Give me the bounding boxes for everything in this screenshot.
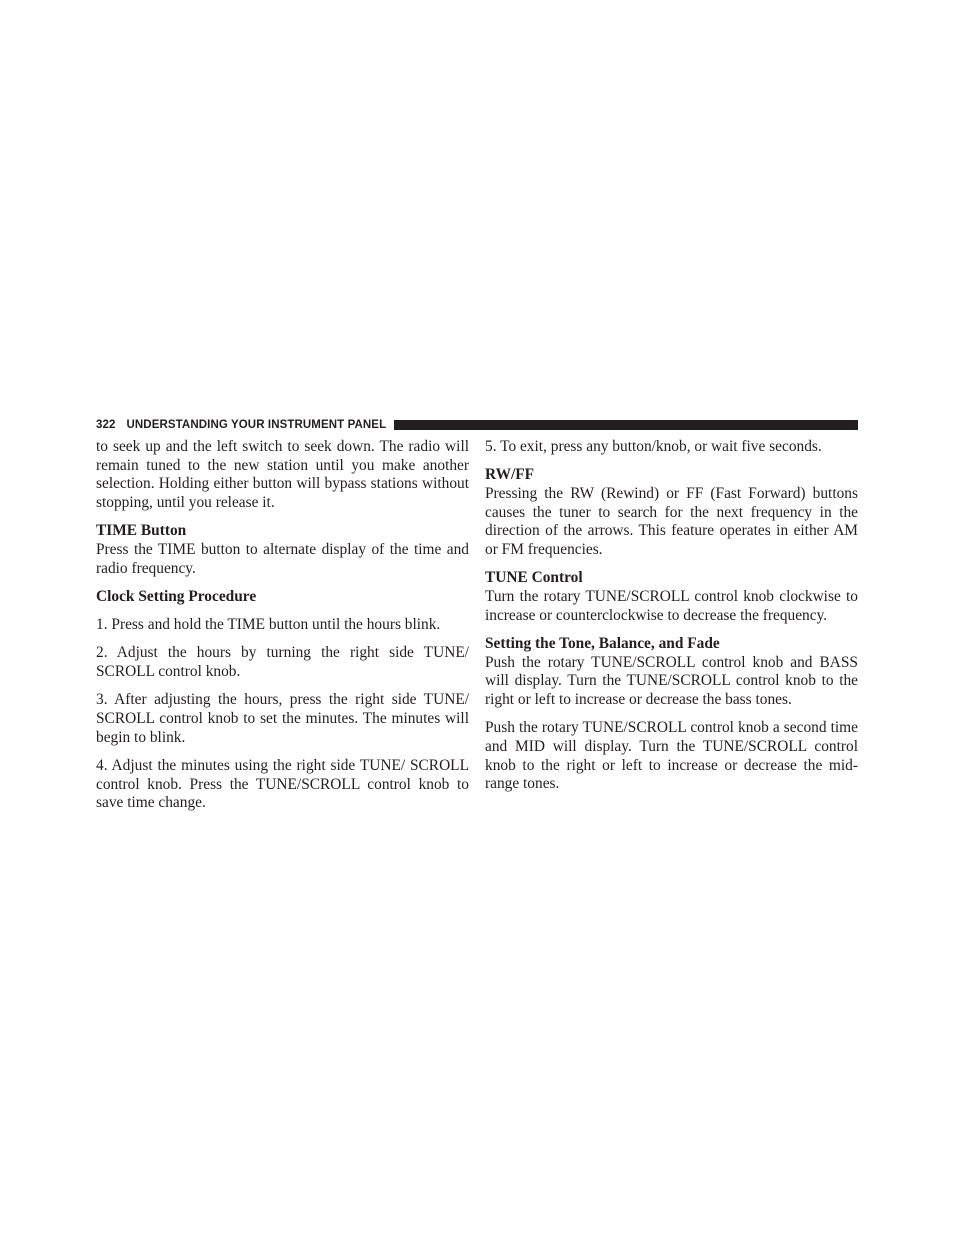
step-1: 1. Press and hold the TIME button until the hours blink.: [96, 616, 441, 634]
page-number: 322: [96, 419, 116, 431]
time-button-heading: TIME Button: [96, 522, 187, 540]
step-2: 2. Adjust the hours by turning the right side TUNE/ SCROLL control knob.: [96, 644, 469, 681]
intro-paragraph: to seek up and the left switch to seek down. The radio will remain tuned to the new station until you make another selection. Holding either button will bypass stations without stopping, until you release it.: [96, 438, 469, 512]
right-column: [485, 438, 858, 803]
section-title: UNDERSTANDING YOUR INSTRUMENT PANEL: [126, 419, 387, 431]
rwff-heading: RW/FF: [485, 466, 535, 484]
clock-setting-heading: Clock Setting Procedure: [96, 587, 257, 605]
tone-heading: Setting the Tone, Balance, and Fade: [485, 634, 720, 652]
tone-paragraph-1: Push the rotary TUNE/SCROLL control knob and BASS will display. Turn the TUNE/SCROLL control knob to the right or left to increase or decrease the bass tones.: [485, 653, 858, 708]
left-column: [96, 438, 469, 822]
page-header: [96, 417, 858, 433]
tone-paragraph-2: Push the rotary TUNE/SCROLL control knob a second time and MID will display. Turn the TUNE/SCROLL control knob to the right or left to increase or decrease the mid-range tones.: [485, 719, 858, 793]
tune-control-heading: TUNE Control: [485, 569, 583, 587]
step-3: 3. After adjusting the hours, press the right side TUNE/ SCROLL control knob to set the minutes. The minutes will begin to blink.: [96, 691, 469, 746]
step-5: 5. To exit, press any button/knob, or wait five seconds.: [485, 438, 822, 455]
time-button-paragraph: Press the TIME button to alternate display of the time and radio frequency.: [96, 541, 469, 577]
step-4: 4. Adjust the minutes using the right side TUNE/ SCROLL control knob. Press the TUNE/SCROLL control knob to save time change.: [96, 756, 469, 812]
header-rule: [394, 420, 858, 430]
rwff-paragraph: Pressing the RW (Rewind) or FF (Fast Forward) buttons causes the tuner to search for the next frequency in the direction of the arrows. This feature operates in either AM or FM frequencies.: [485, 484, 858, 559]
tune-control-paragraph: Turn the rotary TUNE/SCROLL control knob clockwise to increase or counterclockwise to decrease the frequency.: [485, 587, 858, 624]
